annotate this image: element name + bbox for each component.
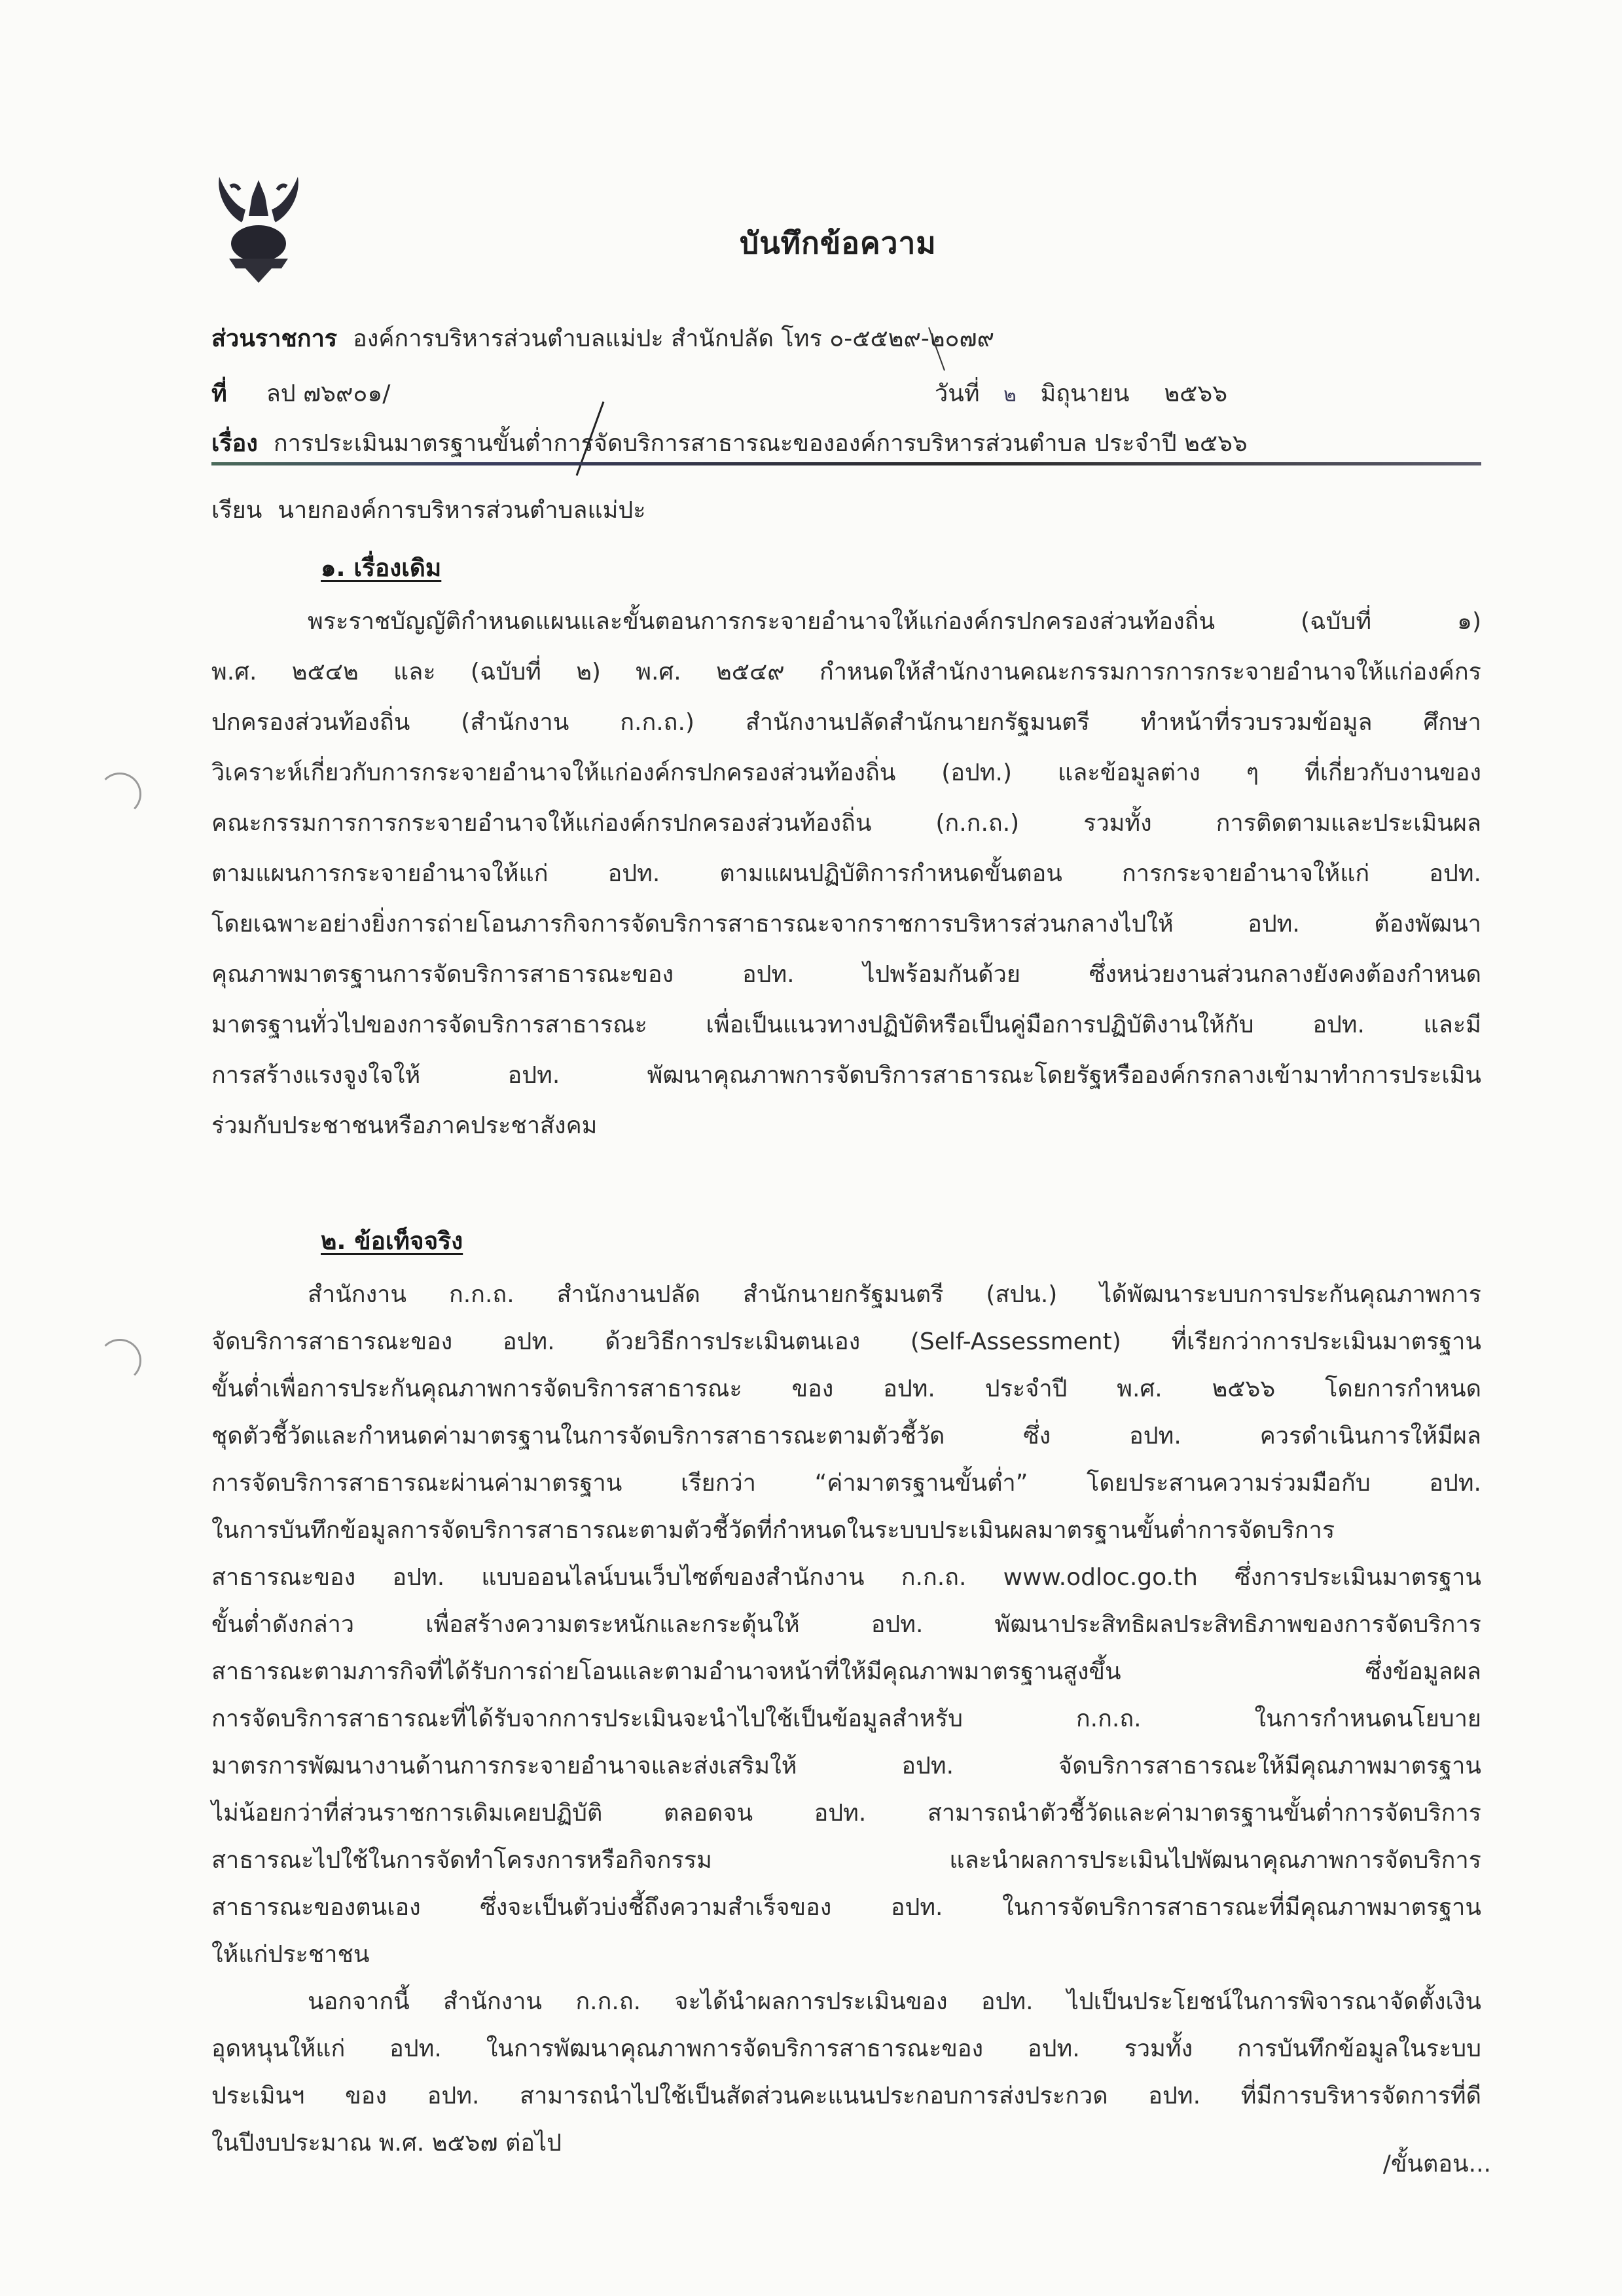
body-line: มาตรการพัฒนางานด้านการกระจายอำนาจและส่งเสริมให้ อปท. จัดบริการสาธารณะให้มีคุณภาพมาตรฐาน	[211, 1753, 1481, 1779]
body-line: การจัดบริการสาธารณะที่ได้รับจากการประเมินจะนำไปใช้เป็นข้อมูลสำหรับ ก.ก.ถ. ในการกำหนดนโยบาย	[211, 1705, 1481, 1732]
body-line: ประเมินฯ ของ อปท. สามารถนำไปใช้เป็นสัดส่วนคะแนนประกอบการส่งประกวด อปท. ที่มีการบริหารจัดการที่ดี	[211, 2083, 1481, 2109]
body-line: สาธารณะไปใช้ในการจัดทำโครงการหรือกิจกรรม และนำผลการประเมินไปพัฒนาคุณภาพการจัดบริการ	[211, 1847, 1481, 1874]
body-line: จัดบริการสาธารณะของ อปท. ด้วยวิธีการประเมินตนเอง (Self-Assessment) ที่เรียกว่าการประเมินมาตรฐาน	[211, 1328, 1481, 1355]
body-line: ขั้นต่ำเพื่อการประกันคุณภาพการจัดบริการสาธารณะ ของ อปท. ประจำปี พ.ศ. ๒๕๖๖ โดยการกำหนด	[211, 1376, 1481, 1402]
body-line: ในปีงบประมาณ พ.ศ. ๒๕๖๗ ต่อไป	[211, 2130, 562, 2157]
body-line: คณะกรรมการการกระจายอำนาจให้แก่องค์กรปกครองส่วนท้องถิ่น (ก.ก.ถ.) รวมทั้ง การติดตามและประเมินผล	[211, 810, 1481, 837]
body-line: วิเคราะห์เกี่ยวกับการกระจายอำนาจให้แก่องค์กรปกครองส่วนท้องถิ่น (อปท.) และข้อมูลต่าง ๆ ที่เกี่ยวกับงานของ	[211, 759, 1481, 786]
salutation-label: เรียน	[211, 497, 262, 524]
date-row	[935, 374, 1227, 412]
scan-mark	[98, 773, 141, 816]
body-line: ในการบันทึกข้อมูลการจัดบริการสาธารณะตามตัวชี้วัดที่กำหนดในระบบประเมินผลมาตรฐานขั้นต่ำการจัดบริการ	[211, 1517, 1335, 1544]
date-label: วันที่	[935, 380, 980, 407]
reference-value: ลป ๗๖๙๐๑/	[266, 380, 391, 407]
body-line: ชุดตัวชี้วัดและกำหนดค่ามาตรฐานในการจัดบริการสาธารณะตามตัวชี้วัด ซึ่ง อปท. ควรดำเนินการให้มีผล	[211, 1423, 1481, 1449]
reference-label: ที่	[211, 380, 227, 407]
body-line: สาธารณะของ อปท. แบบออนไลน์บนเว็บไซต์ของสำนักงาน ก.ก.ถ. www.odloc.go.th ซึ่งการประเมินมาตรฐาน	[211, 1564, 1481, 1591]
body-line: สำนักงาน ก.ก.ถ. สำนักงานปลัด สำนักนายกรัฐมนตรี (สปน.) ได้พัฒนาระบบการประกันคุณภาพการ	[308, 1281, 1481, 1308]
reference-row	[211, 374, 390, 412]
continuation-marker: /ขั้นตอน...	[1382, 2151, 1491, 2178]
body-line: โดยเฉพาะอย่างยิ่งการถ่ายโอนภารกิจการจัดบริการสาธารณะจากราชการบริหารส่วนกลางไปให้ อปท. ต้องพัฒนา	[211, 911, 1481, 938]
body-line: พระราชบัญญัติกำหนดแผนและขั้นตอนการกระจายอำนาจให้แก่องค์กรปกครองส่วนท้องถิ่น (ฉบับที่ ๑)	[308, 608, 1481, 635]
subject-label: เรื่อง	[211, 430, 258, 457]
date-day: ๒	[1003, 384, 1017, 407]
section-heading: ๑. เรื่องเดิม	[321, 554, 442, 582]
scan-mark	[98, 1339, 141, 1382]
body-line: คุณภาพมาตรฐานการจัดบริการสาธารณะของ อปท. ไปพร้อมกันด้วย ซึ่งหน่วยงานส่วนกลางยังคงต้องกำหนด	[211, 961, 1481, 988]
body-line: มาตรฐานทั่วไปของการจัดบริการสาธารณะ เพื่อเป็นแนวทางปฏิบัติหรือเป็นคู่มือการปฏิบัติงานให้กับ อปท. และมี	[211, 1011, 1481, 1038]
body-line: ขั้นต่ำดังกล่าว เพื่อสร้างความตระหนักและกระตุ้นให้ อปท. พัฒนาประสิทธิผลประสิทธิภาพของการจัดบริการ	[211, 1611, 1481, 1638]
body-line: การจัดบริการสาธารณะผ่านค่ามาตรฐาน เรียกว่า “ค่ามาตรฐานขั้นต่ำ” โดยประสานความร่วมมือกับ อปท.	[211, 1470, 1481, 1497]
document-title: บันทึกข้อความ	[740, 225, 937, 261]
body-line: ตามแผนการกระจายอำนาจให้แก่ อปท. ตามแผนปฏิบัติการกำหนดขั้นตอน การกระจายอำนาจให้แก่ อปท.	[211, 860, 1481, 887]
body-line: ปกครองส่วนท้องถิ่น (สำนักงาน ก.ก.ถ.) สำนักงานปลัดสำนักนายกรัฐมนตรี ทำหน้าที่รวบรวมข้อมูล ศึกษา	[211, 709, 1481, 736]
salutation-value: นายกองค์การบริหารส่วนตำบลแม่ปะ	[278, 497, 646, 524]
body-line: ไม่น้อยกว่าที่ส่วนราชการเดิมเคยปฏิบัติ ตลอดจน อปท. สามารถนำตัวชี้วัดและค่ามาตรฐานขั้นต่ำการจัดบริการ	[211, 1800, 1481, 1827]
agency-row	[211, 319, 994, 357]
date-year: ๒๕๖๖	[1164, 380, 1228, 407]
garuda-emblem-icon	[216, 170, 301, 285]
subject-row	[211, 424, 1248, 462]
agency-label: ส่วนราชการ	[211, 325, 338, 352]
salutation-row	[211, 491, 646, 528]
date-month: มิถุนายน	[1040, 380, 1130, 407]
subject-value: การประเมินมาตรฐานขั้นต่ำการจัดบริการสาธารณะขององค์การบริหารส่วนตำบล ประจำปี ๒๕๖๖	[273, 430, 1248, 457]
body-line: นอกจากนี้ สำนักงาน ก.ก.ถ. จะได้นำผลการประเมินของ อปท. ไปเป็นประโยชน์ในการพิจารณาจัดตั้งเงิน	[308, 1988, 1481, 2015]
body-line: สาธารณะของตนเอง ซึ่งจะเป็นตัวบ่งชี้ถึงความสำเร็จของ อปท. ในการจัดบริการสาธารณะที่มีคุณภาพมาตรฐาน	[211, 1894, 1481, 1921]
body-line: พ.ศ. ๒๕๔๒ และ (ฉบับที่ ๒) พ.ศ. ๒๕๔๙ กำหนดให้สำนักงานคณะกรรมการการกระจายอำนาจให้แก่องค์กร	[211, 659, 1481, 685]
body-line: สาธารณะตามภารกิจที่ได้รับการถ่ายโอนและตามอำนาจหน้าที่ให้มีคุณภาพมาตรฐานสูงขึ้น ซึ่งข้อมูลผล	[211, 1658, 1481, 1685]
section-heading: ๒. ข้อเท็จจริง	[321, 1227, 463, 1255]
body-line: การสร้างแรงจูงใจให้ อปท. พัฒนาคุณภาพการจัดบริการสาธารณะโดยรัฐหรือองค์กรกลางเข้ามาทำการประเมิน	[211, 1062, 1481, 1089]
header-divider	[211, 462, 1481, 465]
body-line: ให้แก่ประชาชน	[211, 1941, 370, 1968]
agency-value: องค์การบริหารส่วนตำบลแม่ปะ สำนักปลัด โทร ๐-๕๕๒๙-๒๐๗๙	[353, 325, 994, 352]
body-line: อุดหนุนให้แก่ อปท. ในการพัฒนาคุณภาพการจัดบริการสาธารณะของ อปท. รวมทั้ง การบันทึกข้อมูลในระบบ	[211, 2035, 1481, 2062]
body-line: ร่วมกับประชาชนหรือภาคประชาสังคม	[211, 1112, 598, 1139]
